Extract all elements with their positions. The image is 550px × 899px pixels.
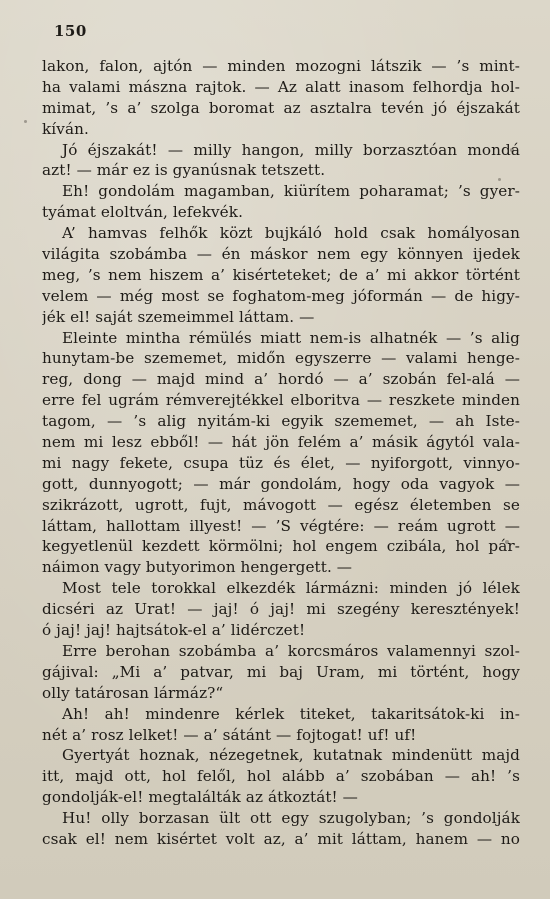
text-line: tyámat eloltván, lefekvék.	[42, 203, 244, 222]
text-line: dicséri az Urat! — jaj! ó jaj! mi szegény keresztények!	[42, 600, 520, 619]
text-line: erre fel ugrám rémverejtékkel elboritva — reszkete minden	[42, 391, 520, 410]
text-line: Gyertyát hoznak, nézegetnek, kutatnak mindenütt majd	[62, 746, 520, 765]
text-line: láttam, hallottam illyest! — ’S végtére: — reám ugrott —	[42, 516, 520, 535]
text-line: jék el! saját szemeimmel láttam. —	[42, 307, 315, 326]
text-line: ha valami mászna rajtok. — Az alatt inasom felhordja hol-	[42, 77, 520, 96]
print-speck	[498, 178, 501, 181]
text-line: Most tele torokkal elkezdék lármázni: minden jó lélek	[62, 579, 520, 598]
text-line: szikrázott, ugrott, fujt, mávogott — egész életemben se	[42, 495, 520, 514]
print-speck	[510, 148, 514, 152]
text-line: nét a’ rosz lelket! — a’ sátánt — fojtogat! uf! uf!	[42, 725, 417, 744]
text-line: Ah! ah! mindenre kérlek titeket, takaritsátok-ki in-	[62, 704, 520, 723]
text-line: nem mi lesz ebből! — hát jön felém a’ másik ágytól vala-	[42, 433, 520, 452]
text-line: A’ hamvas felhők közt bujkáló hold csak homályosan	[62, 224, 520, 243]
text-line: Erre berohan szobámba a’ korcsmáros valamennyi szol-	[62, 641, 520, 660]
text-line: gájival: „Mi a’ patvar, mi baj Uram, mi történt, hogy	[42, 662, 520, 681]
text-line: náimon vagy butyorimon hengergett. —	[42, 558, 353, 577]
body-text	[42, 56, 520, 850]
text-line: reg, dong — majd mind a’ hordó — a’ szobán fel-alá —	[42, 370, 520, 389]
text-line: Eh! gondolám magamban, kiürítem poharamat; ’s gyer-	[62, 182, 520, 201]
text-line: mimat, ’s a’ szolga boromat az asztalra tevén jó éjszakát	[42, 98, 520, 117]
text-line: lakon, falon, ajtón — minden mozogni látszik — ’s mint-	[42, 57, 520, 75]
text-line: Eleinte mintha rémülés miatt nem-is alhatnék — ’s alig	[62, 328, 520, 347]
text-line: mi nagy fekete, csupa tüz és élet, — nyiforgott, vinnyo-	[42, 453, 520, 472]
text-line: tagom, — ’s alig nyitám-ki egyik szememet, — ah Iste-	[42, 412, 520, 431]
page-number: 150	[54, 22, 87, 40]
text-line: gondolják-el! megtalálták az átkoztát! —	[42, 788, 358, 807]
text-line: hunytam-be szememet, midőn egyszerre — valami henge-	[42, 349, 520, 368]
text-line: velem — még most se foghatom-meg jóformán — de higy-	[42, 286, 520, 305]
text-line: gott, dunnyogott; — már gondolám, hogy oda vagyok —	[42, 474, 520, 493]
text-line: olly tatárosan lármáz?“	[42, 683, 224, 702]
text-line: kegyetlenül kezdett körmölni; hol engem czibála, hol pár-	[42, 537, 520, 556]
text-line: meg, ’s nem hiszem a’ kisérteteket; de a’ mi akkor történt	[42, 265, 520, 284]
text-line: Hu! olly borzasan ült ott egy szugolyban; ’s gondolják	[62, 809, 520, 828]
text-line: Jó éjszakát! — milly hangon, milly borzasztóan mondá	[62, 140, 520, 159]
print-speck	[24, 120, 27, 123]
text-line: csak el! nem kisértet volt az, a’ mit láttam, hanem — no	[42, 829, 520, 848]
text-line: azt! — már ez is gyanúsnak tetszett.	[42, 161, 326, 180]
text-line: kíván.	[42, 119, 89, 138]
print-speck	[505, 540, 509, 544]
text-line: világita szobámba — én máskor nem egy könnyen ijedek	[42, 245, 520, 264]
text-line: ó jaj! jaj! hajtsátok-el a’ lidérczet!	[42, 621, 306, 640]
text-line: itt, majd ott, hol felől, hol alább a’ szobában — ah! ’s	[42, 767, 520, 786]
